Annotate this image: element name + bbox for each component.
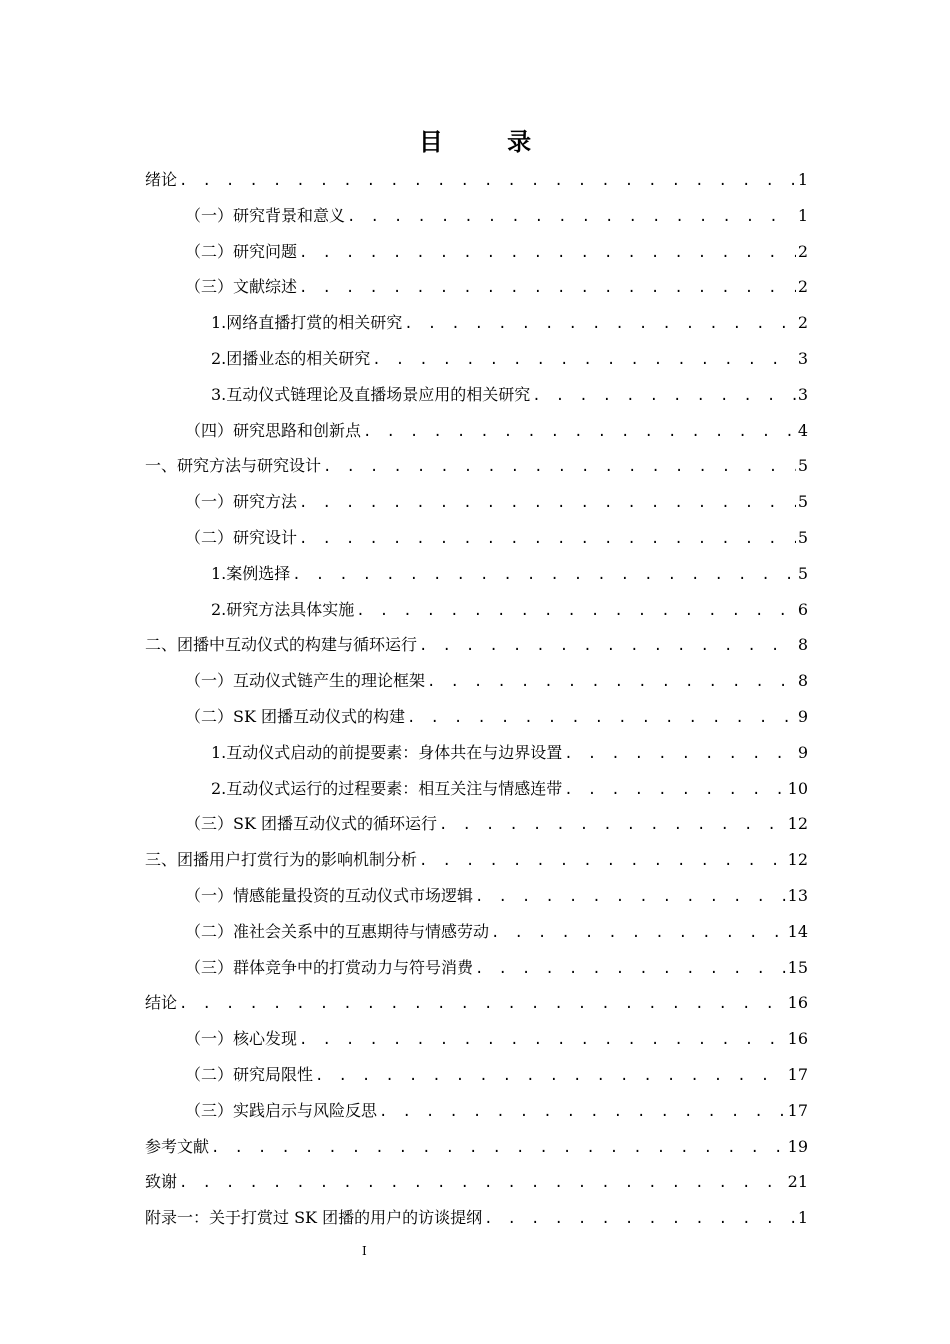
toc-entry[interactable] bbox=[145, 305, 808, 341]
toc-entry[interactable] bbox=[145, 234, 808, 270]
dot-leader bbox=[372, 343, 796, 379]
dot-leader bbox=[379, 1095, 786, 1131]
toc-entry-label: 二、团播中互动仪式的构建与循环运行 bbox=[145, 635, 418, 655]
toc-entry-label: 一、研究方法与研究设计 bbox=[145, 456, 322, 476]
toc-entry-label: 2.互动仪式运行的过程要素：相互关注与情感连带 bbox=[211, 778, 563, 798]
dot-leader bbox=[323, 450, 796, 486]
toc-entry[interactable] bbox=[145, 1093, 808, 1129]
toc-entry[interactable] bbox=[145, 806, 808, 842]
toc-entry-label: 附录一：关于打赏过 SK 团播的用户的访谈提纲 bbox=[145, 1208, 483, 1228]
toc-entry[interactable] bbox=[145, 771, 808, 807]
dot-leader bbox=[532, 379, 796, 415]
toc-entry[interactable] bbox=[145, 735, 808, 771]
toc-entry-label: （一）互动仪式链产生的理论框架 bbox=[185, 671, 426, 691]
toc-entry-label: 2.研究方法具体实施 bbox=[211, 599, 355, 619]
toc-entry[interactable] bbox=[145, 198, 808, 234]
dot-leader bbox=[564, 737, 796, 773]
toc-entry[interactable] bbox=[145, 663, 808, 699]
toc-entry-label: （四）研究思路和创新点 bbox=[185, 420, 362, 440]
dot-leader bbox=[439, 808, 786, 844]
dot-leader bbox=[179, 1166, 786, 1202]
toc-entry-page: 1 bbox=[797, 205, 808, 225]
dot-leader bbox=[179, 164, 796, 200]
dot-leader bbox=[564, 773, 785, 809]
dot-leader bbox=[299, 236, 796, 272]
toc-entry-label: （一）研究方法 bbox=[185, 492, 298, 512]
toc-entry-label: （一）情感能量投资的互动仪式市场逻辑 bbox=[185, 885, 474, 905]
toc-entry-page: 13 bbox=[787, 885, 808, 905]
dot-leader bbox=[419, 629, 796, 665]
dot-leader bbox=[292, 558, 796, 594]
toc-entry-page: 2 bbox=[797, 277, 808, 297]
toc-entry-label: 结论 bbox=[145, 993, 178, 1013]
toc-entry[interactable] bbox=[145, 520, 808, 556]
toc-entry[interactable] bbox=[145, 914, 808, 950]
page-number-footer: I bbox=[362, 1244, 367, 1258]
dot-leader bbox=[419, 844, 786, 880]
toc-entry-page: 15 bbox=[787, 957, 808, 977]
toc-entry-page: 10 bbox=[787, 778, 808, 798]
toc-entry[interactable] bbox=[145, 377, 808, 413]
toc-entry-page: 6 bbox=[797, 599, 808, 619]
toc-entry[interactable] bbox=[145, 484, 808, 520]
dot-leader bbox=[315, 1059, 786, 1095]
toc-entry-label: 2.团播业态的相关研究 bbox=[211, 348, 371, 368]
toc-entry[interactable] bbox=[145, 842, 808, 878]
dot-leader bbox=[475, 880, 786, 916]
dot-leader bbox=[299, 522, 796, 558]
toc-entry-label: （三）SK 团播互动仪式的循环运行 bbox=[185, 814, 438, 834]
toc-entry[interactable] bbox=[145, 413, 808, 449]
toc-entry-label: （一）研究背景和意义 bbox=[185, 205, 346, 225]
toc-entry[interactable] bbox=[145, 699, 808, 735]
toc-entry[interactable] bbox=[145, 985, 808, 1021]
toc-entry[interactable] bbox=[145, 1164, 808, 1200]
toc-entry-page: 3 bbox=[797, 348, 808, 368]
dot-leader bbox=[475, 952, 786, 988]
toc-entry[interactable] bbox=[145, 448, 808, 484]
dot-leader bbox=[404, 307, 796, 343]
toc-entry-page: 8 bbox=[797, 671, 808, 691]
toc-entry-label: 3.互动仪式链理论及直播场景应用的相关研究 bbox=[211, 384, 531, 404]
toc-entry-page: 17 bbox=[787, 1100, 808, 1120]
dot-leader bbox=[179, 987, 786, 1023]
toc-entry-page: 19 bbox=[787, 1136, 808, 1156]
toc-entry-label: 三、团播用户打赏行为的影响机制分析 bbox=[145, 850, 418, 870]
table-of-contents bbox=[145, 162, 808, 1236]
toc-entry[interactable] bbox=[145, 1129, 808, 1165]
toc-entry-label: 1.互动仪式启动的前提要素：身体共在与边界设置 bbox=[211, 742, 563, 762]
toc-entry-label: （三）群体竞争中的打赏动力与符号消费 bbox=[185, 957, 474, 977]
dot-leader bbox=[299, 271, 796, 307]
toc-entry-page: 12 bbox=[787, 850, 808, 870]
toc-entry[interactable] bbox=[145, 556, 808, 592]
toc-entry[interactable] bbox=[145, 627, 808, 663]
toc-entry-label: （三）实践启示与风险反思 bbox=[185, 1100, 378, 1120]
toc-entry-label: 1.网络直播打赏的相关研究 bbox=[211, 313, 403, 333]
toc-entry-page: 1 bbox=[797, 1208, 808, 1228]
dot-leader bbox=[407, 701, 796, 737]
dot-leader bbox=[427, 665, 796, 701]
toc-entry-label: （二）研究问题 bbox=[185, 241, 298, 261]
toc-entry-page: 21 bbox=[787, 1172, 808, 1192]
toc-entry-page: 4 bbox=[797, 420, 808, 440]
toc-entry-label: 参考文献 bbox=[145, 1136, 210, 1156]
toc-entry[interactable] bbox=[145, 878, 808, 914]
toc-title: 目 录 bbox=[418, 127, 560, 156]
dot-leader bbox=[211, 1131, 786, 1167]
toc-entry-page: 5 bbox=[797, 527, 808, 547]
toc-entry-page: 9 bbox=[797, 742, 808, 762]
dot-leader bbox=[484, 1202, 796, 1238]
toc-entry[interactable] bbox=[145, 269, 808, 305]
toc-entry-page: 1 bbox=[797, 170, 808, 189]
toc-entry-page: 9 bbox=[797, 706, 808, 726]
toc-entry-page: 8 bbox=[797, 635, 808, 655]
toc-entry-page: 5 bbox=[797, 492, 808, 512]
toc-entry[interactable] bbox=[145, 1021, 808, 1057]
toc-entry-label: （二）研究局限性 bbox=[185, 1064, 314, 1084]
dot-leader bbox=[363, 415, 796, 451]
toc-entry[interactable] bbox=[145, 950, 808, 986]
toc-entry-page: 16 bbox=[787, 1029, 808, 1049]
toc-entry-label: 致谢 bbox=[145, 1172, 178, 1192]
toc-entry[interactable] bbox=[145, 1057, 808, 1093]
toc-entry-label: 1.案例选择 bbox=[211, 563, 291, 583]
toc-entry-page: 16 bbox=[787, 993, 808, 1013]
toc-entry-label: （二）研究设计 bbox=[185, 527, 298, 547]
toc-entry-page: 12 bbox=[787, 814, 808, 834]
toc-entry-label: 绪论 bbox=[145, 170, 178, 189]
dot-leader bbox=[491, 916, 786, 952]
toc-entry[interactable] bbox=[145, 341, 808, 377]
toc-entry-page: 2 bbox=[797, 313, 808, 333]
toc-entry[interactable] bbox=[145, 592, 808, 628]
dot-leader bbox=[347, 200, 796, 236]
toc-entry-page: 5 bbox=[797, 456, 808, 476]
toc-entry[interactable] bbox=[145, 1200, 808, 1236]
toc-entry-label: （一）核心发现 bbox=[185, 1029, 298, 1049]
toc-entry[interactable] bbox=[145, 162, 808, 198]
toc-entry-label: （三）文献综述 bbox=[185, 277, 298, 297]
toc-entry-label: （二）SK 团播互动仪式的构建 bbox=[185, 706, 406, 726]
toc-entry-page: 3 bbox=[797, 384, 808, 404]
dot-leader bbox=[356, 594, 796, 630]
dot-leader bbox=[299, 486, 796, 522]
toc-entry-page: 2 bbox=[797, 241, 808, 261]
dot-leader bbox=[299, 1023, 786, 1059]
toc-entry-page: 14 bbox=[787, 921, 808, 941]
toc-entry-page: 17 bbox=[787, 1064, 808, 1084]
toc-entry-page: 5 bbox=[797, 563, 808, 583]
toc-entry-label: （二）准社会关系中的互惠期待与情感劳动 bbox=[185, 921, 490, 941]
